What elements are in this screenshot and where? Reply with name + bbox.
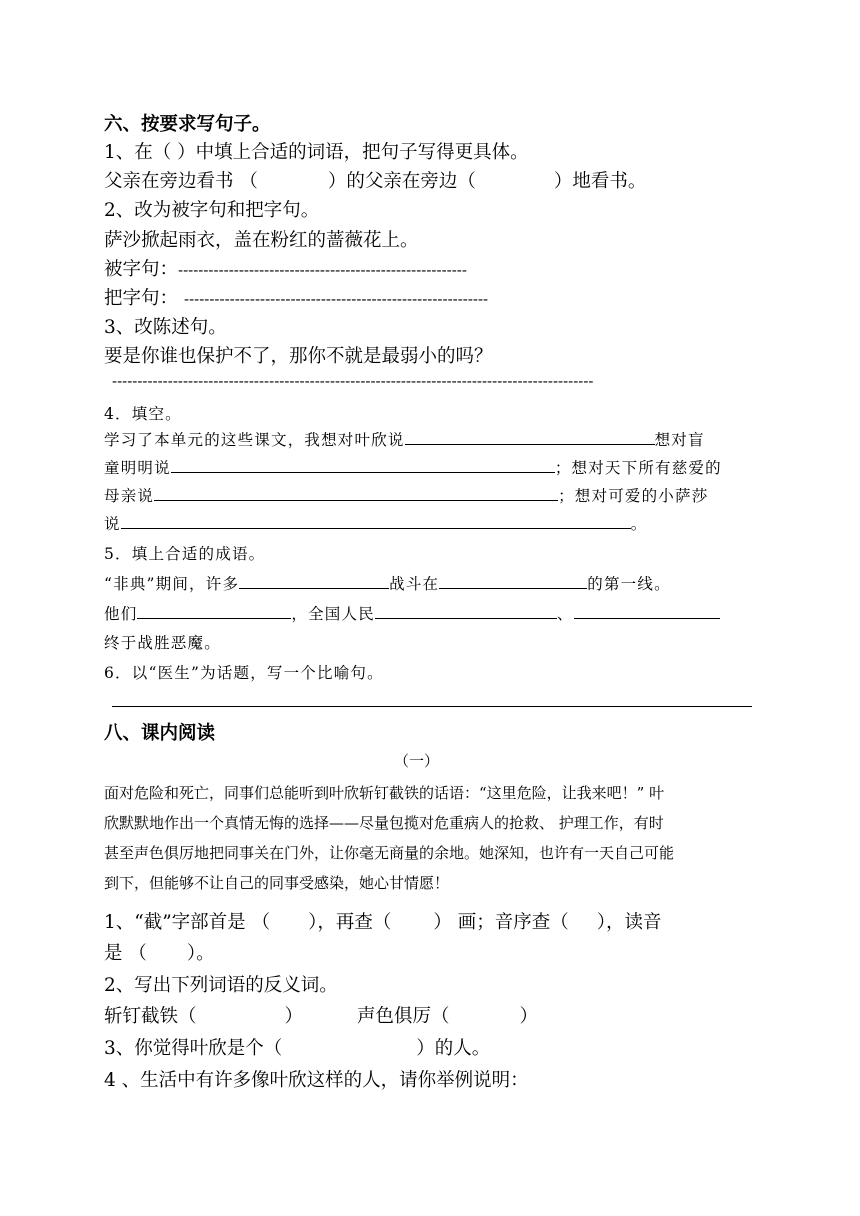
- q8-2-text-c: 声色俱厉（: [357, 1006, 450, 1027]
- q8-1-line-2: [104, 939, 215, 965]
- q6-5-blank-4[interactable]: [375, 617, 557, 619]
- q6-5-text-1a: “非典”期间，许多: [104, 575, 240, 593]
- q8-1-text-e: 是 （: [104, 943, 147, 964]
- q6-2-prompt: 2、改为被字句和把字句。: [104, 200, 320, 221]
- q6-3-prompt: 3、改陈述句。: [104, 317, 227, 338]
- section-8-title: 八、课内阅读: [104, 723, 216, 744]
- q6-1-line: [104, 167, 646, 193]
- q8-2-text-a: 斩钉截铁（: [104, 1006, 197, 1027]
- q8-1-text-a: 1、“截”字部首是 （: [104, 912, 271, 933]
- q6-1-part-a: 父亲在旁边看书 （: [104, 171, 258, 192]
- q6-4-line-4: [104, 512, 647, 534]
- q8-2-text-d: ）: [519, 1006, 539, 1027]
- reading-part-label: （一）: [394, 752, 440, 770]
- q6-5-text-2b: ，全国人民: [291, 605, 375, 623]
- q8-1-text-f: ）。: [186, 943, 215, 964]
- q6-4-blank-3[interactable]: [154, 499, 558, 501]
- q6-6-prompt: 6．以“医生”为话题，写一个比喻句。: [104, 664, 384, 682]
- q8-1-line-1: [104, 908, 662, 934]
- q8-2-text-b: ）: [284, 1006, 304, 1027]
- q8-1-text-b: ），再查（: [308, 912, 392, 933]
- q6-5-text-1b: 战斗在: [389, 575, 440, 593]
- q6-4-text-3: 母亲说: [104, 487, 155, 505]
- q6-4-text-4b: 。: [630, 515, 648, 533]
- passage-line-3: 甚至声色俱厉地把同事关在门外，让你毫无商量的余地。她深知，也许有一天自己可能: [104, 844, 675, 862]
- q6-4-blank-4[interactable]: [121, 527, 631, 529]
- q6-4-text-1b: 想对盲: [654, 431, 705, 449]
- bei-label: 被字句：: [104, 259, 179, 280]
- q8-1-text-c: ） 画；音序查（: [433, 912, 569, 933]
- q6-3-dashes: -----------------------------------------------------------------------------------------------: [112, 372, 594, 390]
- q8-3-text-a: 3、你觉得叶欣是个（: [104, 1038, 283, 1059]
- q6-5-text-2a: 他们: [104, 605, 138, 623]
- q6-4-text-2: 童明明说: [104, 459, 171, 477]
- q8-4-prompt: 4 、生活中有许多像叶欣这样的人，请你举例说明：: [104, 1070, 529, 1091]
- q6-1-part-b: ）的父亲在旁边（: [327, 171, 476, 192]
- q6-3-sentence: 要是你谁也保护不了，那你不就是最弱小的吗？: [104, 346, 493, 367]
- q6-5-line-2: [104, 602, 720, 624]
- bei-dashes: ---------------------------------------------------------: [178, 261, 467, 279]
- passage-line-4: 到下，但能够不让自己的同事受感染，她心甘情愿！: [104, 874, 450, 892]
- q8-3-line: [104, 1034, 490, 1060]
- passage-line-2: 欣默默地作出一个真情无悔的选择——尽量包揽对危重病人的抢救、 护理工作，有时: [104, 814, 664, 832]
- q6-5-blank-3[interactable]: [137, 617, 291, 619]
- q6-4-text-2b: ；想对天下所有慈爱的: [554, 459, 722, 477]
- q8-1-text-d: ），读音: [596, 912, 662, 933]
- q6-5-blank-5[interactable]: [574, 617, 720, 619]
- bei-sentence-line: [104, 255, 467, 281]
- q8-3-text-b: ）的人。: [416, 1038, 491, 1059]
- q6-1-part-c: ）地看书。: [553, 171, 647, 192]
- q6-1-prompt: 1、在（ ）中填上合适的词语，把句子写得更具体。: [104, 142, 529, 163]
- q6-5-blank-1[interactable]: [239, 587, 389, 589]
- ba-dashes: ------------------------------------------------------------: [184, 290, 489, 308]
- ba-sentence-line: [104, 284, 488, 310]
- q6-2-sentence: 萨沙掀起雨衣，盖在粉红的蔷薇花上。: [104, 230, 419, 251]
- q6-4-text-3b: ；想对可爱的小萨莎: [558, 487, 709, 505]
- passage-line-1: 面对危险和死亡，同事们总能听到叶欣斩钉截铁的话语：“这里危险，让我来吧！” 叶: [104, 784, 665, 802]
- q8-2-prompt: 2、写出下列词语的反义词。: [104, 975, 338, 996]
- q6-6-answer-line[interactable]: [112, 706, 752, 707]
- q6-4-prompt: 4．填空。: [104, 405, 182, 423]
- q6-5-line-3: 终于战胜恶魔。: [104, 634, 221, 652]
- q6-5-prompt: 5．填上合适的成语。: [104, 545, 266, 563]
- ba-label: 把字句：: [104, 288, 179, 309]
- q6-4-text-4: 说: [104, 515, 121, 533]
- q6-5-blank-2[interactable]: [439, 587, 587, 589]
- q6-5-text-1c: 的第一线。: [587, 575, 671, 593]
- q6-4-line-2: [104, 456, 722, 478]
- section-6-title: 六、按要求写句子。: [104, 114, 271, 135]
- q6-4-blank-2[interactable]: [171, 471, 555, 473]
- q8-2-line: [104, 1002, 538, 1028]
- q6-5-line-1: [104, 572, 671, 594]
- q6-4-line-3: [104, 484, 708, 506]
- q6-4-line-1: [104, 428, 705, 450]
- q6-4-text-1: 学习了本单元的这些课文，我想对叶欣说: [104, 431, 405, 449]
- q6-5-text-2c: 、: [556, 605, 574, 623]
- q6-4-blank-1[interactable]: [405, 443, 655, 445]
